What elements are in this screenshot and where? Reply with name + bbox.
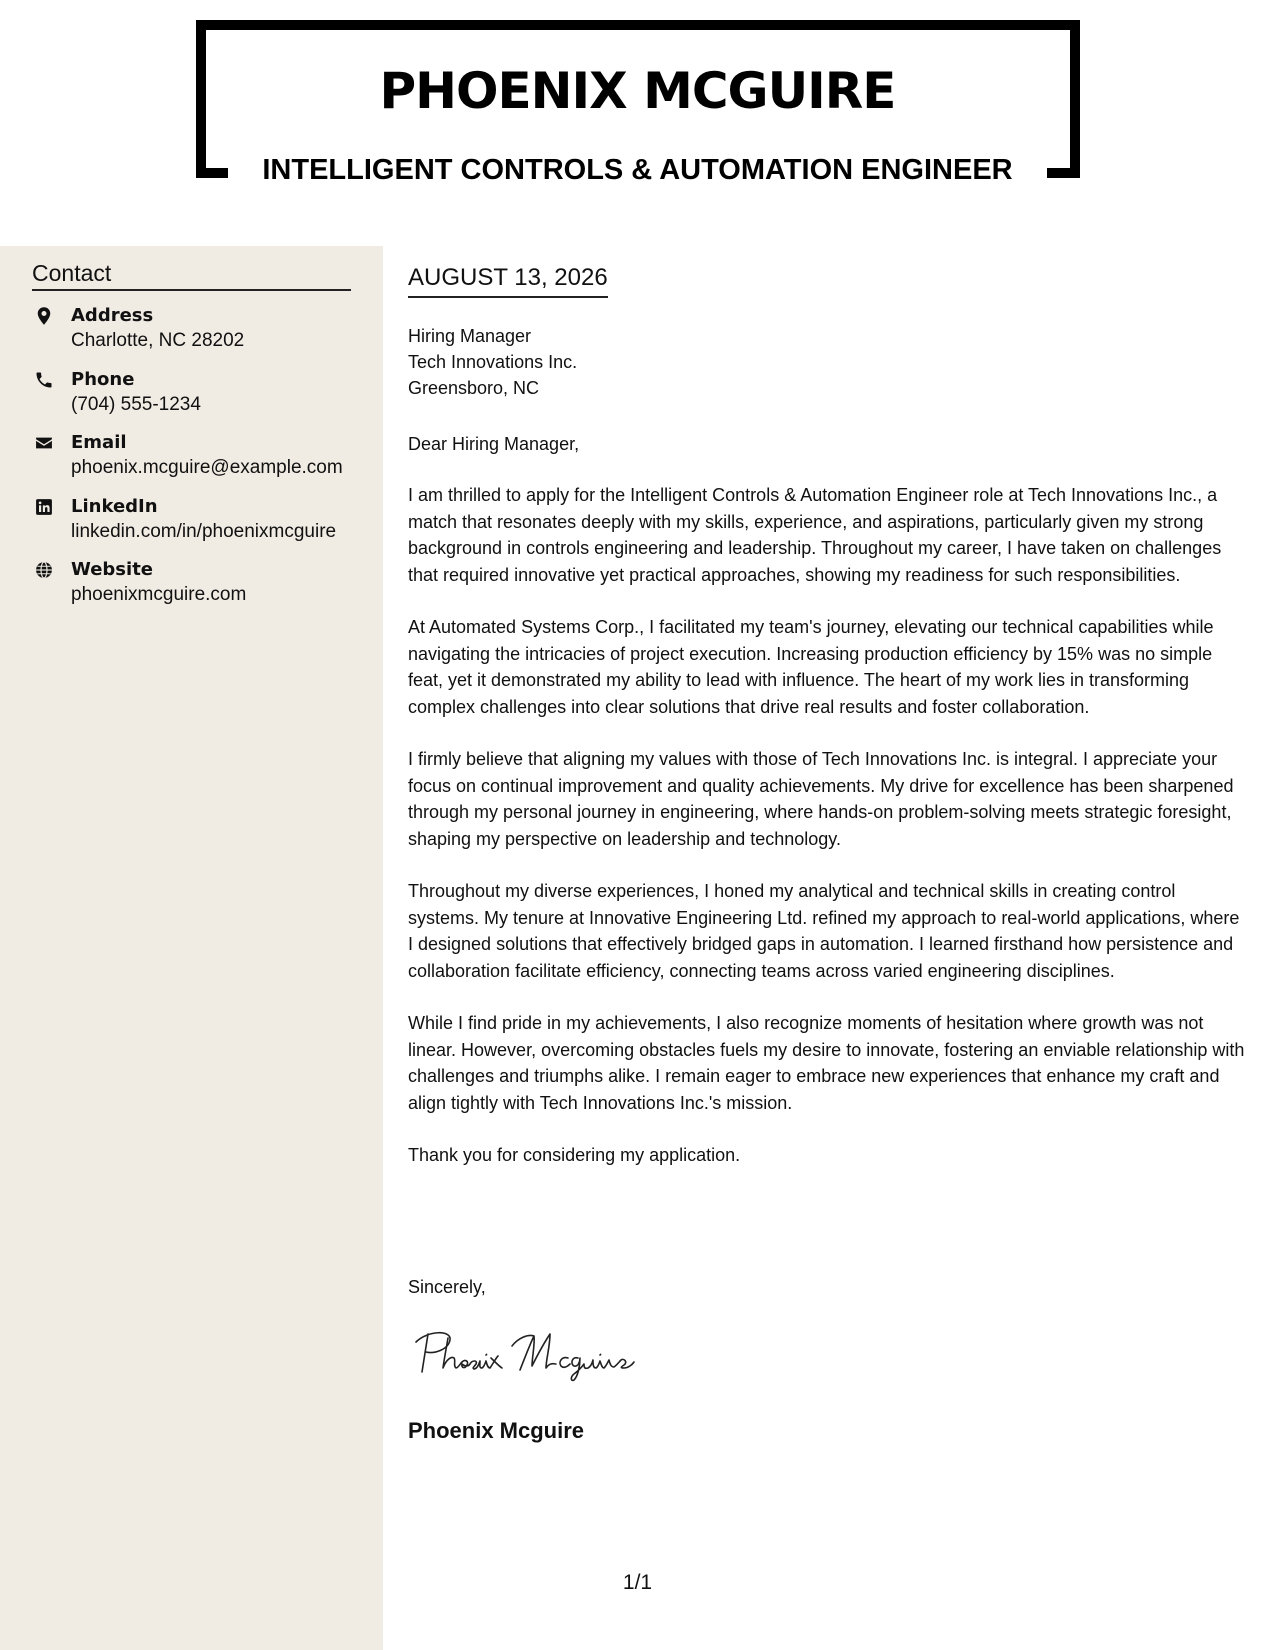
recipient-line: Greensboro, NC bbox=[408, 378, 540, 398]
contact-label: Email bbox=[71, 432, 127, 453]
contact-label: Phone bbox=[71, 368, 135, 390]
contact-value: phoenixmcguire.com bbox=[71, 584, 247, 605]
page-number bbox=[0, 1571, 1275, 1595]
paragraph: I firmly believe that aligning my values with those of Tech Innovations Inc. is integral. I appreciate your focus on continual improvement and quality achievements. My drive for excellence has been sharpened through my personal journey in engineering, where hands-on problem-solving meets strategic foresight, shaping my perspective on leadership and technology. bbox=[408, 749, 1234, 849]
contact-heading: Contact bbox=[32, 260, 351, 291]
greeting: Dear Hiring Manager, bbox=[408, 434, 580, 454]
contact-label: Website bbox=[71, 559, 154, 580]
applicant-name: PHOENIX MCGUIRE bbox=[379, 62, 896, 120]
closing: Sincerely, bbox=[408, 1277, 486, 1297]
page-number-text: 1/1 bbox=[622, 1571, 653, 1594]
phone-icon bbox=[34, 370, 54, 390]
recipient-block bbox=[408, 323, 577, 401]
paragraph: Throughout my diverse experiences, I honed my analytical and technical skills in creating control systems. My tenure at Innovative Engineering Ltd. refined my approach to real-world applications, where I designed solutions that effectively bridged gaps in automation. I learned firsthand how persistence and collaboration facilitate efficiency, connecting teams across varied engineering disciplines. bbox=[408, 881, 1240, 981]
contact-label: Address bbox=[71, 305, 154, 326]
contact-item-email bbox=[32, 431, 372, 495]
signer-name: Phoenix Mcguire bbox=[408, 1418, 585, 1443]
paragraph: Thank you for considering my application. bbox=[408, 1145, 741, 1165]
contact-item-linkedin bbox=[32, 495, 372, 559]
paragraph: At Automated Systems Corp., I facilitated my team's journey, elevating our technical capabilities while navigating the intricacies of project execution. Increasing production efficiency by 15% was no simple feat, yet it demonstrated my ability to lead with influence. The heart of my work lies in transforming complex challenges into clear solutions that drive real results and foster collaboration. bbox=[408, 617, 1214, 717]
envelope-icon bbox=[34, 433, 54, 453]
paragraph: I am thrilled to apply for the Intelligent Controls & Automation Engineer role at Tech Innovations Inc., a match that resonates deeply with my skills, experience, and aspirations, particularly given my strong background in controls engineering and leadership. Throughout my career, I have taken on challenges that required innovative yet practical approaches, showing my readiness for such responsibilities. bbox=[408, 485, 1222, 585]
job-title bbox=[0, 154, 1275, 187]
letter-header bbox=[0, 0, 1275, 245]
contact-value: (704) 555-1234 bbox=[71, 393, 201, 415]
paragraph: While I find pride in my achievements, I also recognize moments of hesitation where growth was not linear. However, overcoming obstacles fuels my desire to innovate, fostering an enviable relationship with challenges and triumphs alike. I remain eager to embrace new experiences that enhance my craft and align tightly with Tech Innovations Inc.'s mission. bbox=[408, 1013, 1245, 1113]
recipient-line: Tech Innovations Inc. bbox=[408, 352, 578, 372]
map-pin-icon bbox=[34, 306, 54, 326]
contact-label: LinkedIn bbox=[71, 495, 158, 517]
letter-paragraphs bbox=[408, 482, 1248, 1195]
recipient-line: Hiring Manager bbox=[408, 326, 532, 346]
contact-item-website bbox=[32, 558, 372, 622]
globe-icon bbox=[34, 560, 54, 580]
contact-value: linkedin.com/in/phoenixmcguire bbox=[71, 520, 337, 542]
contact-value: phoenix.mcguire@example.com bbox=[71, 457, 343, 478]
letter-date: AUGUST 13, 2026 bbox=[408, 264, 608, 298]
contact-value: Charlotte, NC 28202 bbox=[71, 330, 245, 351]
contact-sidebar bbox=[0, 246, 383, 1650]
linkedin-icon bbox=[34, 497, 54, 517]
contact-item-phone bbox=[32, 368, 372, 432]
contact-item-address bbox=[32, 304, 372, 368]
contact-list bbox=[32, 304, 372, 622]
handwritten-signature bbox=[408, 1324, 678, 1384]
job-title-text: INTELLIGENT CONTROLS & AUTOMATION ENGINEER bbox=[228, 154, 1046, 186]
